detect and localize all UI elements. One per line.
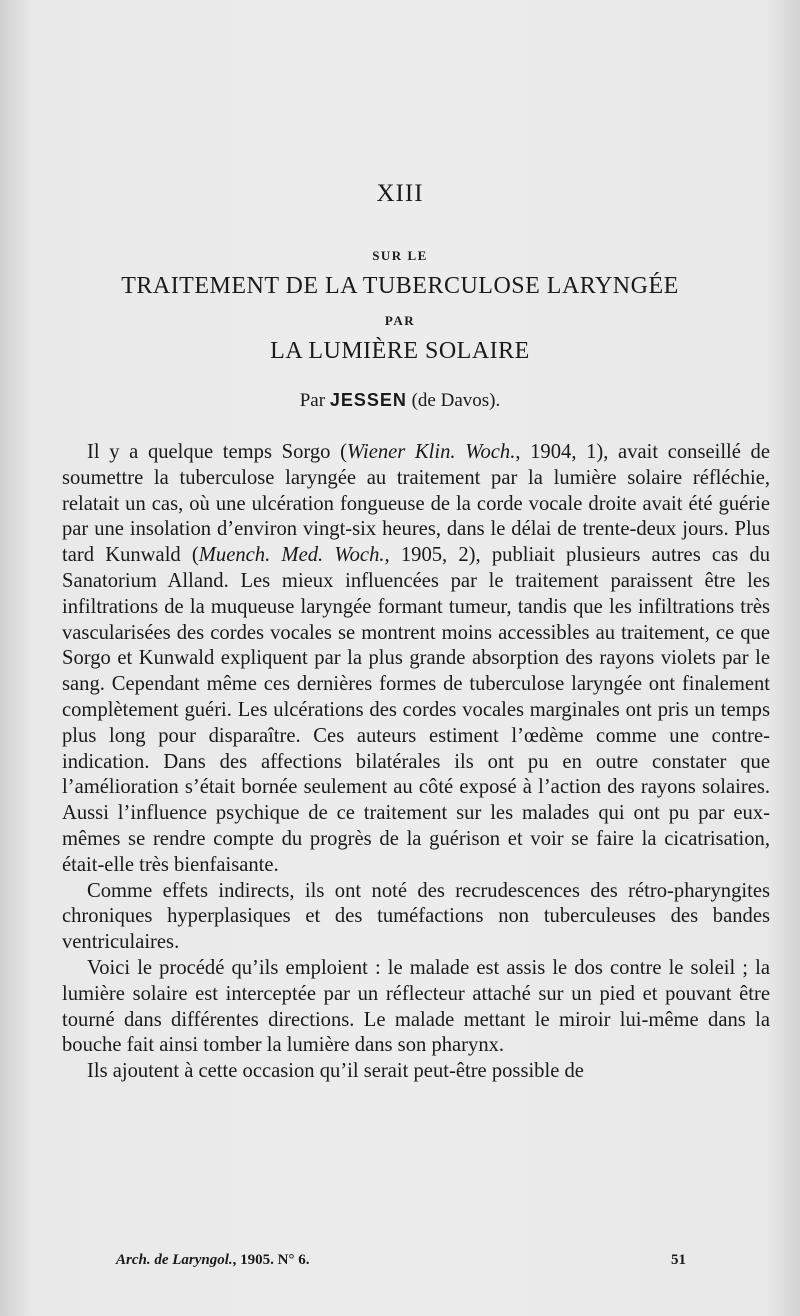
title-connector: PAR [384, 313, 416, 328]
paragraph-2: Comme effets indirects, ils ont noté des recrudescences des rétro-pharyngites chroniques hyperplasiques et des tuméfactions non tuberculeuses des bandes ventriculaires. [62, 879, 770, 954]
article-title-line-2: LA LUMIÈRE SOLAIRE [270, 338, 530, 364]
page-number: 51 [671, 1252, 686, 1268]
paragraph-1-text-e: , 1905, 2), publiait plusieurs autres cas du Sanatorium Alland. Les mieux influencées par le traitement paraissent être les infiltrations de la muqueuse laryngée formant tumeur, tandis que les infiltrations très vascularisées des cordes vocales se montrent moins accessibles au traitement, ce que Sorgo et Kunwald expliquent par la plus grande absorption des rayons violets par le sang. Cependant même ces dernières formes de tuberculose laryngée ont finalement complètement guéri. Les ulcérations des cordes vocales marginales ont pris un temps plus long pour disparaître. Ces auteurs estiment l’œdème comme une contre-indication. Dans des affections bilatérales ils ont pu en outre constater que l’amélioration s’était bornée seulement au côté exposé à l’action des rayons solaires. Aussi l’influence psychique de ce traitement sur les malades qui ont pu par eux-mêmes se rendre compte du progrès de la guérison et voir se faire la cicatrisation, était-elle très bienfaisante. [62, 544, 770, 876]
journal-issue: , 1905. N° 6. [232, 1252, 310, 1268]
paragraph-1-text-c: , 1904, 1), avait conseillé de soumettre la tuberculose laryngée au traitement par la lumière solaire réfléchie, relatait un cas, où une ulcération fongueuse de la corde vocale droite avait été guérie par une insolation d’environ vingt-six heures, dans le délai de trente-deux jours. Plus tard Kunwald ( [62, 441, 770, 567]
paragraph-4: Ils ajoutent à cette occasion qu’il serait peut-être possible de [87, 1060, 584, 1083]
paragraph-1 [62, 440, 770, 879]
chapter-number: XIII [376, 180, 424, 207]
article-title-line-1: TRAITEMENT DE LA TUBERCULOSE LARYNGÉE [121, 273, 679, 299]
citation-wiener-klin-woch: Wiener Klin. Woch. [346, 441, 516, 463]
page-footer [116, 1252, 686, 1269]
byline-prefix: Par [299, 390, 330, 411]
paragraph-1-text-a: Il y a quelque temps Sorgo ( [87, 441, 347, 463]
paragraph-3: Voici le procédé qu’ils emploient : le malade est assis le dos contre le soleil ; la lumière solaire est interceptée par un réflecteur attaché sur un pied et pouvant être tourné dans différentes directions. Le malade mettant le miroir lui-même dans la bouche fait ainsi tomber la lumière dans son pharynx. [62, 956, 770, 1057]
citation-muench-med-woch: Muench. Med. Woch. [198, 544, 385, 567]
author-affiliation: (de Davos). [406, 390, 501, 411]
author-name: JESSEN [329, 390, 407, 410]
journal-name: Arch. de Laryngol. [116, 1252, 233, 1268]
byline [0, 390, 800, 412]
article-body [62, 440, 770, 1085]
title-prefix: SUR LE [372, 248, 428, 263]
